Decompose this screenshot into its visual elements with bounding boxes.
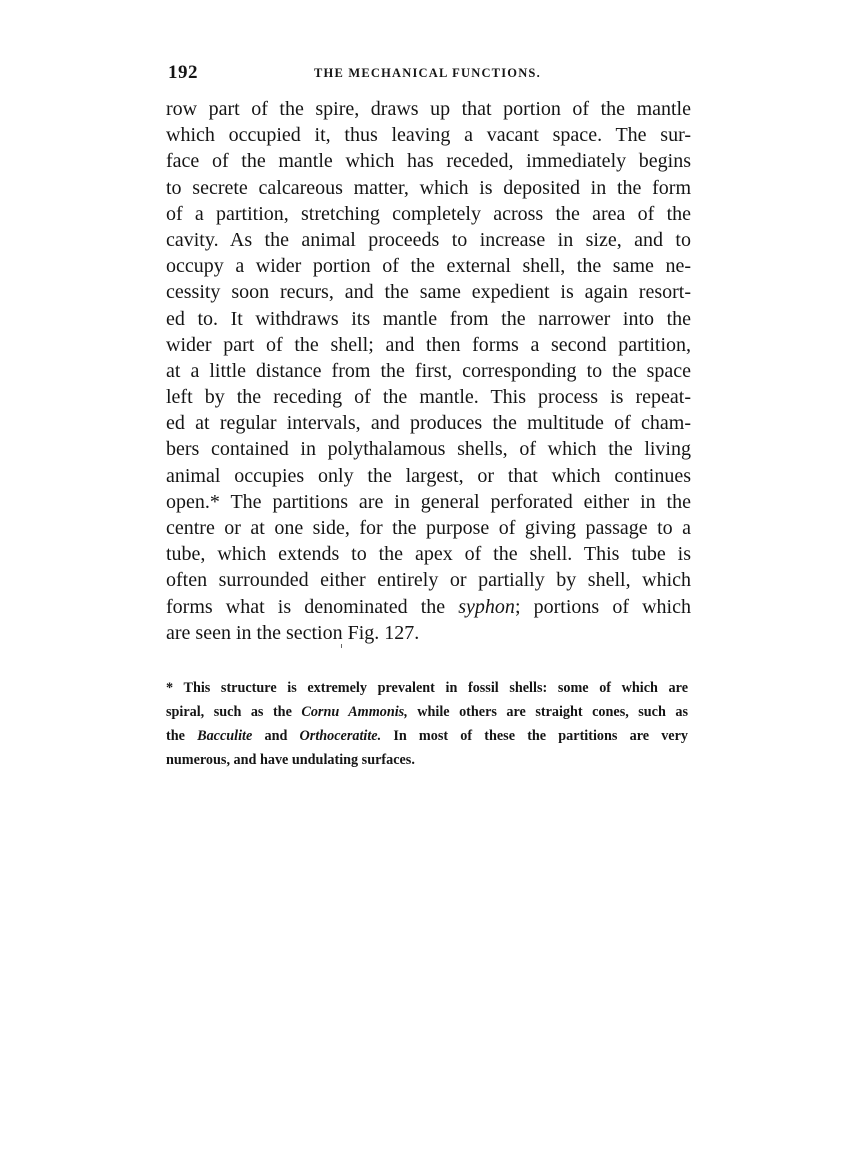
body-line: face of the mantle which has receded, immediately begins (166, 150, 691, 173)
footnote-segment: while others are straight cones, such as (407, 704, 688, 720)
italic-term-orthoceratite: Orthoceratite. (299, 728, 382, 744)
page-number: 192 (168, 62, 198, 83)
body-line: open.* The partitions are in general perforated either in the (166, 490, 691, 513)
body-line: wider part of the shell; and then forms a second partition, (166, 333, 691, 356)
body-line: to secrete calcareous matter, which is deposited in the form (166, 176, 691, 199)
footnote (166, 676, 688, 772)
italic-term-syphon: syphon (458, 595, 515, 618)
body-line: row part of the spire, draws up that portion of the mantle (166, 98, 691, 120)
body-line: occupy a wider portion of the external shell, the same ne- (166, 255, 691, 278)
body-text-segment: ; portions of which (514, 595, 691, 618)
body-line: often surrounded either entirely or partially by shell, which (166, 569, 691, 592)
body-line: which occupied it, thus leaving a vacant space. The sur- (166, 124, 691, 147)
footnote-segment: the (166, 728, 198, 744)
footnote-segment: In most of these the partitions are very (381, 728, 688, 744)
body-line: bers contained in polythalamous shells, of which the living (166, 438, 691, 461)
body-line: of a partition, stretching completely across the area of the (166, 202, 691, 225)
body-text-segment: forms what is denominated the (166, 595, 459, 618)
body-line: cavity. As the animal proceeds to increase in size, and to (166, 228, 691, 251)
body-line: ed to. It withdraws its mantle from the narrower into the (166, 307, 691, 330)
footnote-line (166, 700, 688, 724)
body-line: at a little distance from the first, corresponding to the space (166, 359, 691, 382)
footnote-line (166, 724, 688, 748)
print-speck (341, 644, 342, 648)
body-line: are seen in the section Fig. 127. (166, 621, 420, 644)
running-head: THE MECHANICAL FUNCTIONS. (314, 66, 541, 80)
body-line: animal occupies only the largest, or that which continues (166, 464, 691, 487)
body-line: centre or at one side, for the purpose of giving passage to a (166, 517, 691, 539)
body-line: cessity soon recurs, and the same expedient is again resort- (166, 281, 691, 304)
footnote-line: * This structure is extremely prevalent in fossil shells: some of which are (166, 680, 688, 696)
body-text (166, 96, 691, 646)
body-line: tube, which extends to the apex of the shell. This tube is (166, 543, 691, 566)
italic-term-cornu-ammonis: Cornu Ammonis, (301, 704, 408, 720)
body-line (166, 594, 691, 620)
footnote-line: numerous, and have undulating surfaces. (166, 752, 415, 768)
body-line: ed at regular intervals, and produces the multitude of cham- (166, 412, 691, 435)
italic-term-bacculite: Bacculite (197, 728, 253, 744)
body-line: left by the receding of the mantle. This process is repeat- (166, 386, 691, 409)
page-header (168, 62, 688, 84)
footnote-segment: spiral, such as the (166, 704, 302, 720)
footnote-segment: and (252, 728, 300, 744)
